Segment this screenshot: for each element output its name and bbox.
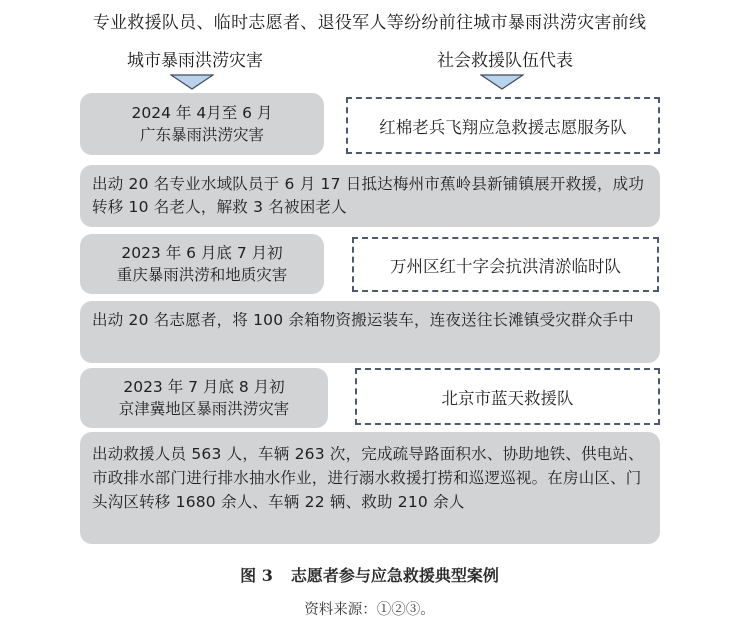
- figure-number: 图 3: [240, 566, 273, 585]
- case-detail-text: 出动救援人员 563 人，车辆 263 次，完成疏导路面积水、协助地铁、供电站、市政排水部门进行排水抽水作业，进行溺水救援打捞和巡逻巡视。在房山区、门头沟区转移 1680 余人、车辆 22 辆、救助 210 余人: [92, 445, 644, 511]
- event-date: 2023 年 7 月底 8 月初: [123, 378, 285, 396]
- team-box-hongmian: [346, 97, 660, 154]
- event-name: 京津冀地区暴雨洪涝灾害: [118, 400, 290, 418]
- team-name: 红棉老兵飞翔应急救援志愿服务队: [379, 117, 627, 137]
- column-header-rescue-teams: 社会救援队伍代表: [437, 51, 573, 71]
- team-box-wanzhou: [352, 237, 659, 292]
- case-detail-text: 出动 20 名专业水域队员于 6 月 17 日抵达梅州市蕉岭县新铺镇展开救援，成功转移 10 名老人，解救 3 名被困老人: [92, 175, 645, 216]
- column-header-disasters: 城市暴雨洪涝灾害: [127, 51, 263, 71]
- detail-box-chongqing: [80, 301, 660, 363]
- source-note: 资料来源：①②③。: [304, 602, 435, 618]
- event-box-chongqing: [80, 234, 324, 294]
- event-date: 2024 年 4月至 6 月: [131, 104, 273, 122]
- down-arrow-icon: [480, 74, 524, 90]
- diagram-title: 专业救援队员、临时志愿者、退役军人等纷纷前往城市暴雨洪涝灾害前线: [92, 13, 647, 33]
- detail-box-guangdong: [80, 165, 660, 227]
- team-name: 万州区红十字会抗洪清淤临时队: [390, 256, 621, 276]
- down-arrow-icon: [170, 74, 214, 90]
- detail-box-jingjinji: [80, 432, 660, 544]
- event-name: 重庆暴雨洪涝和地质灾害: [116, 266, 288, 284]
- event-box-jingjinji: [80, 368, 328, 428]
- event-date: 2023 年 6 月底 7 月初: [121, 244, 283, 262]
- team-box-beijing-bluesky: [355, 368, 660, 425]
- event-name: 广东暴雨洪涝灾害: [139, 126, 264, 144]
- team-name: 北京市蓝天救援队: [441, 388, 574, 408]
- case-detail-text: 出动 20 名志愿者，将 100 余箱物资搬运装车，连夜送往长滩镇受灾群众手中: [92, 311, 634, 329]
- figure-title: 志愿者参与应急救援典型案例: [290, 566, 499, 585]
- event-box-guangdong: [80, 93, 324, 155]
- figure-caption: [0, 563, 739, 586]
